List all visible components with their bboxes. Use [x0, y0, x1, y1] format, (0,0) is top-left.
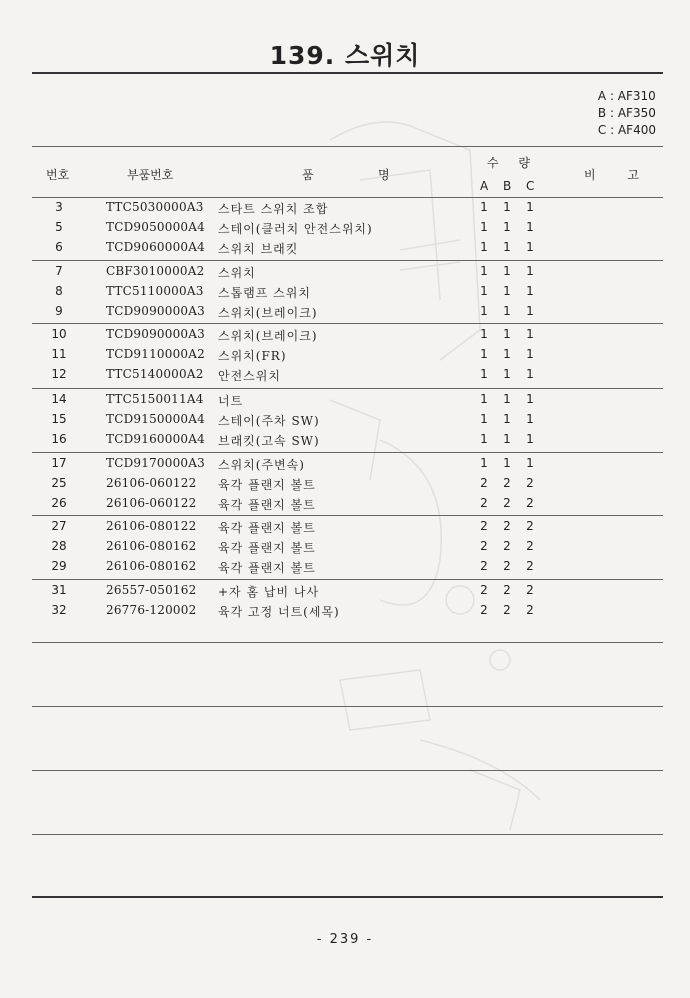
- qty-c: 2: [526, 476, 534, 490]
- header-name-1: 품: [302, 168, 314, 182]
- table-row: [0, 603, 690, 623]
- model-legend: [598, 88, 656, 139]
- group-rule: [32, 388, 663, 389]
- qty-b: 1: [503, 367, 511, 381]
- page-number: - 239 -: [316, 932, 374, 947]
- item-number: 8: [55, 284, 63, 298]
- part-name: 육각 플랜지 볼트: [218, 478, 316, 492]
- table-row: [0, 200, 690, 220]
- table-row: [0, 392, 690, 412]
- qty-c: 2: [526, 539, 534, 553]
- qty-c: 1: [526, 392, 534, 406]
- part-name: 육각 플랜지 볼트: [218, 498, 316, 512]
- qty-b: 2: [503, 539, 511, 553]
- qty-c: 1: [526, 240, 534, 254]
- table-row: [0, 559, 690, 579]
- item-number: 29: [51, 559, 67, 573]
- table-row: [0, 519, 690, 539]
- model-a: A : AF310: [597, 89, 656, 103]
- header-qty-a: A: [480, 179, 489, 193]
- part-name: 안전스위치: [218, 369, 281, 383]
- part-name: 육각 플랜지 볼트: [218, 541, 316, 555]
- qty-a: 1: [480, 456, 488, 470]
- table-row: [0, 456, 690, 476]
- part-name: +자 홈 납비 나사: [218, 585, 320, 599]
- qty-a: 2: [480, 476, 488, 490]
- qty-a: 1: [480, 392, 488, 406]
- part-number: TCD9090000A3: [106, 327, 205, 341]
- qty-a: 1: [480, 264, 488, 278]
- qty-c: 2: [526, 519, 534, 533]
- item-number: 6: [55, 240, 63, 254]
- qty-c: 2: [526, 583, 534, 597]
- part-number: TCD9110000A2: [106, 347, 205, 361]
- qty-b: 1: [503, 304, 511, 318]
- qty-b: 1: [503, 240, 511, 254]
- item-number: 10: [51, 327, 67, 341]
- qty-c: 1: [526, 200, 534, 214]
- page-title: 139. 스위치: [269, 41, 421, 70]
- qty-a: 1: [480, 347, 488, 361]
- item-number: 5: [55, 220, 63, 234]
- part-number: TTC5140000A2: [106, 367, 204, 381]
- part-number: 26106-080122: [106, 519, 197, 533]
- item-number: 32: [51, 603, 67, 617]
- item-number: 9: [55, 304, 63, 318]
- qty-a: 2: [480, 496, 488, 510]
- qty-b: 2: [503, 559, 511, 573]
- qty-b: 1: [503, 347, 511, 361]
- table-row: [0, 412, 690, 432]
- qty-c: 2: [526, 603, 534, 617]
- qty-c: 1: [526, 264, 534, 278]
- model-b: B : AF350: [597, 106, 656, 120]
- table-row: [0, 240, 690, 260]
- qty-c: 1: [526, 327, 534, 341]
- qty-b: 1: [503, 284, 511, 298]
- part-name: 너트: [218, 394, 244, 408]
- qty-c: 1: [526, 284, 534, 298]
- item-number: 15: [51, 412, 67, 426]
- part-number: 26106-060122: [106, 496, 197, 510]
- part-number: TTC5110000A3: [106, 284, 204, 298]
- qty-b: 2: [503, 603, 511, 617]
- part-number: 26106-080162: [106, 559, 197, 573]
- qty-b: 1: [503, 327, 511, 341]
- item-number: 17: [51, 456, 67, 470]
- table-row: [0, 284, 690, 304]
- qty-a: 2: [480, 519, 488, 533]
- item-number: 7: [55, 264, 63, 278]
- qty-a: 1: [480, 412, 488, 426]
- item-number: 25: [51, 476, 67, 490]
- qty-c: 2: [526, 559, 534, 573]
- qty-a: 1: [480, 200, 488, 214]
- item-number: 11: [51, 347, 67, 361]
- part-name: 스테이(주차 SW): [218, 414, 320, 428]
- header-no: 번호: [46, 168, 70, 182]
- item-number: 28: [51, 539, 67, 553]
- qty-b: 1: [503, 432, 511, 446]
- qty-c: 1: [526, 432, 534, 446]
- qty-a: 2: [480, 603, 488, 617]
- group-rule: [32, 579, 663, 580]
- qty-a: 1: [480, 327, 488, 341]
- qty-a: 1: [480, 284, 488, 298]
- qty-b: 2: [503, 496, 511, 510]
- header-qty: 수 량: [487, 156, 538, 170]
- qty-a: 2: [480, 583, 488, 597]
- part-number: TCD9160000A4: [106, 432, 205, 446]
- qty-c: 1: [526, 456, 534, 470]
- item-number: 26: [51, 496, 67, 510]
- qty-a: 1: [480, 432, 488, 446]
- footer-rule: [32, 896, 663, 898]
- part-name: 스위치(주변속): [218, 458, 305, 472]
- qty-b: 1: [503, 456, 511, 470]
- part-number: TCD9150000A4: [106, 412, 205, 426]
- header-qty-c: C: [526, 179, 535, 193]
- qty-b: 2: [503, 476, 511, 490]
- qty-b: 2: [503, 519, 511, 533]
- part-number: TTC5150011A4: [106, 392, 204, 406]
- group-rule: [32, 515, 663, 516]
- part-number: TTC5030000A3: [106, 200, 204, 214]
- qty-c: 1: [526, 347, 534, 361]
- part-name: 스톱램프 스위치: [218, 286, 311, 300]
- header-top-rule: [32, 146, 663, 147]
- part-name: 브래킷(고속 SW): [218, 434, 320, 448]
- item-number: 27: [51, 519, 67, 533]
- qty-b: 1: [503, 220, 511, 234]
- table-row: [0, 539, 690, 559]
- blank-rule-4: [32, 834, 663, 835]
- qty-a: 2: [480, 559, 488, 573]
- part-number: TCD9170000A3: [106, 456, 205, 470]
- part-name: 스위치: [218, 266, 256, 280]
- part-number: 26106-080162: [106, 539, 197, 553]
- qty-c: 1: [526, 412, 534, 426]
- qty-b: 2: [503, 583, 511, 597]
- blank-rule-3: [32, 770, 663, 771]
- part-number: 26106-060122: [106, 476, 197, 490]
- header-part-no: 부품번호: [127, 168, 174, 182]
- qty-c: 1: [526, 367, 534, 381]
- table-row: [0, 496, 690, 516]
- table-row: [0, 264, 690, 284]
- part-name: 육각 고정 너트(세목): [218, 605, 340, 619]
- header-name-2: 명: [378, 168, 390, 182]
- qty-c: 1: [526, 220, 534, 234]
- part-number: CBF3010000A2: [106, 264, 205, 278]
- part-number: TCD9060000A4: [106, 240, 205, 254]
- group-rule: [32, 323, 663, 324]
- part-name: 육각 플랜지 볼트: [218, 561, 316, 575]
- qty-c: 2: [526, 496, 534, 510]
- item-number: 12: [51, 367, 67, 381]
- part-name: 스위치(브레이크): [218, 306, 318, 320]
- model-c: C : AF400: [597, 123, 656, 137]
- item-number: 31: [51, 583, 67, 597]
- header-remark: 비 고: [584, 168, 653, 182]
- header-qty-b: B: [503, 179, 512, 193]
- qty-c: 1: [526, 304, 534, 318]
- blank-rule-1: [32, 642, 663, 643]
- blank-rule-2: [32, 706, 663, 707]
- qty-a: 2: [480, 539, 488, 553]
- part-number: 26776-120002: [106, 603, 197, 617]
- part-name: 스타트 스위치 조합: [218, 202, 329, 216]
- qty-b: 1: [503, 392, 511, 406]
- table-row: [0, 327, 690, 347]
- group-rule: [32, 452, 663, 453]
- qty-b: 1: [503, 200, 511, 214]
- part-name: 스위치 브래킷: [218, 242, 299, 256]
- table-row: [0, 347, 690, 367]
- header-bottom-rule: [32, 197, 663, 198]
- part-number: TCD9050000A4: [106, 220, 205, 234]
- qty-a: 1: [480, 220, 488, 234]
- group-rule: [32, 260, 663, 261]
- table-row: [0, 476, 690, 496]
- item-number: 16: [51, 432, 67, 446]
- table-row: [0, 304, 690, 324]
- table-row: [0, 220, 690, 240]
- part-name: 스위치(FR): [218, 349, 287, 363]
- part-name: 스테이(클러치 안전스위치): [218, 222, 373, 236]
- qty-a: 1: [480, 367, 488, 381]
- part-name: 육각 플랜지 볼트: [218, 521, 316, 535]
- table-row: [0, 367, 690, 387]
- table-row: [0, 432, 690, 452]
- qty-b: 1: [503, 412, 511, 426]
- part-name: 스위치(브레이크): [218, 329, 318, 343]
- item-number: 3: [55, 200, 63, 214]
- table-row: [0, 583, 690, 603]
- qty-a: 1: [480, 240, 488, 254]
- qty-b: 1: [503, 264, 511, 278]
- qty-a: 1: [480, 304, 488, 318]
- part-number: 26557-050162: [106, 583, 197, 597]
- title-rule: [32, 72, 663, 74]
- part-number: TCD9090000A3: [106, 304, 205, 318]
- item-number: 14: [51, 392, 67, 406]
